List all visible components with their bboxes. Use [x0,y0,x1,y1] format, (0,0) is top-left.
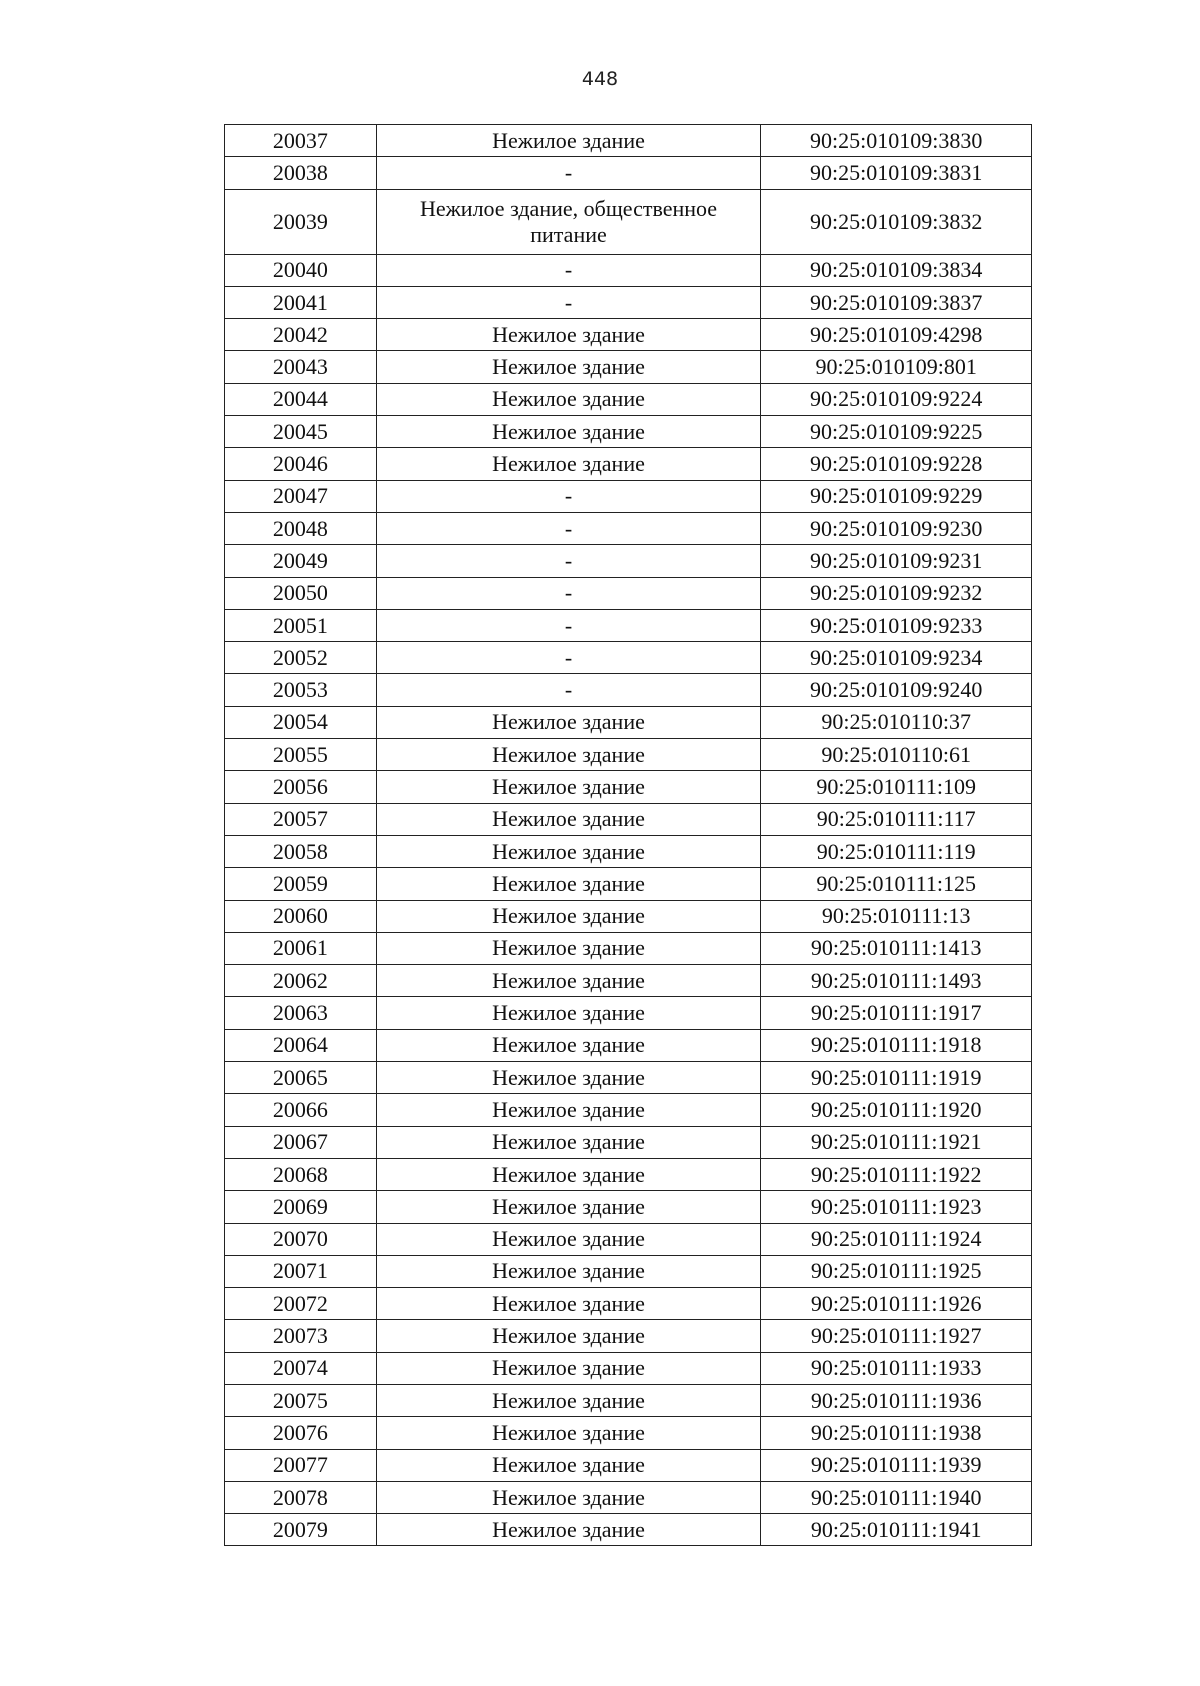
page-number: 448 [581,68,619,90]
row-number-cell: 20041 [225,286,377,318]
object-name-cell: Нежилое здание [376,319,761,351]
row-number-cell: 20045 [225,416,377,448]
object-name-cell: Нежилое здание [376,1384,761,1416]
row-number-cell: 20072 [225,1288,377,1320]
table-row [225,706,1032,738]
table-row [225,997,1032,1029]
table-row [225,1514,1032,1546]
row-number-cell: 20070 [225,1223,377,1255]
cadastral-number-cell: 90:25:010109:3832 [761,189,1032,254]
table-row [225,674,1032,706]
cadastral-number-cell: 90:25:010111:1939 [761,1449,1032,1481]
table-row [225,286,1032,318]
cadastral-number-cell: 90:25:010109:3830 [761,125,1032,157]
table-row [225,932,1032,964]
object-name-cell: Нежилое здание [376,1223,761,1255]
row-number-cell: 20039 [225,189,377,254]
row-number-cell: 20068 [225,1158,377,1190]
table-row [225,1191,1032,1223]
object-name-cell: Нежилое здание [376,997,761,1029]
table-row [225,1158,1032,1190]
table-row [225,1094,1032,1126]
row-number-cell: 20055 [225,739,377,771]
cadastral-number-cell: 90:25:010111:1933 [761,1352,1032,1384]
object-name-cell: Нежилое здание [376,351,761,383]
row-number-cell: 20064 [225,1029,377,1061]
cadastral-number-cell: 90:25:010111:1925 [761,1255,1032,1287]
row-number-cell: 20079 [225,1514,377,1546]
table-body [225,125,1032,1546]
table-row [225,803,1032,835]
object-name-cell: Нежилое здание [376,1062,761,1094]
table-row [225,739,1032,771]
object-name-cell: Нежилое здание [376,1514,761,1546]
object-name-cell: Нежилое здание [376,900,761,932]
row-number-cell: 20067 [225,1126,377,1158]
cadastral-number-cell: 90:25:010111:1918 [761,1029,1032,1061]
row-number-cell: 20052 [225,642,377,674]
table-row [225,448,1032,480]
row-number-cell: 20054 [225,706,377,738]
table-row [225,351,1032,383]
row-number-cell: 20069 [225,1191,377,1223]
table-row [225,1352,1032,1384]
object-name-cell: - [376,512,761,544]
cadastral-number-cell: 90:25:010111:1919 [761,1062,1032,1094]
row-number-cell: 20049 [225,545,377,577]
object-name-cell: Нежилое здание [376,1417,761,1449]
object-name-cell: Нежилое здание [376,416,761,448]
table-row [225,1223,1032,1255]
row-number-cell: 20042 [225,319,377,351]
object-name-cell: Нежилое здание [376,932,761,964]
table-row [225,642,1032,674]
table-row [225,1449,1032,1481]
cadastral-number-cell: 90:25:010109:9234 [761,642,1032,674]
row-number-cell: 20043 [225,351,377,383]
cadastral-number-cell: 90:25:010109:9224 [761,383,1032,415]
row-number-cell: 20051 [225,609,377,641]
table-row [225,1062,1032,1094]
cadastral-number-cell: 90:25:010111:1493 [761,965,1032,997]
table-row [225,1417,1032,1449]
row-number-cell: 20073 [225,1320,377,1352]
table-row [225,577,1032,609]
object-name-cell: - [376,642,761,674]
object-name-cell: Нежилое здание [376,868,761,900]
table-row [225,1126,1032,1158]
table-row [225,868,1032,900]
object-name-cell: Нежилое здание [376,1158,761,1190]
cadastral-number-cell: 90:25:010109:3834 [761,254,1032,286]
object-name-cell: - [376,609,761,641]
cadastral-number-cell: 90:25:010109:9225 [761,416,1032,448]
table-row [225,125,1032,157]
object-name-cell: Нежилое здание [376,965,761,997]
cadastral-number-cell: 90:25:010109:4298 [761,319,1032,351]
cadastral-number-cell: 90:25:010110:61 [761,739,1032,771]
table-row [225,835,1032,867]
object-name-cell: Нежилое здание [376,803,761,835]
cadastral-number-cell: 90:25:010111:125 [761,868,1032,900]
cadastral-number-cell: 90:25:010111:1920 [761,1094,1032,1126]
cadastral-number-cell: 90:25:010111:1936 [761,1384,1032,1416]
object-name-cell: Нежилое здание [376,1029,761,1061]
cadastral-number-cell: 90:25:010111:1940 [761,1481,1032,1513]
cadastral-number-cell: 90:25:010111:1924 [761,1223,1032,1255]
table-row [225,1288,1032,1320]
row-number-cell: 20076 [225,1417,377,1449]
table-row [225,416,1032,448]
cadastral-number-cell: 90:25:010111:13 [761,900,1032,932]
table-row [225,383,1032,415]
object-name-cell: Нежилое здание [376,1191,761,1223]
cadastral-number-cell: 90:25:010109:3831 [761,157,1032,189]
row-number-cell: 20066 [225,1094,377,1126]
object-name-cell: Нежилое здание [376,383,761,415]
table-row [225,254,1032,286]
table-row [225,157,1032,189]
row-number-cell: 20059 [225,868,377,900]
cadastral-number-cell: 90:25:010109:9233 [761,609,1032,641]
cadastral-number-cell: 90:25:010111:1413 [761,932,1032,964]
row-number-cell: 20063 [225,997,377,1029]
object-name-cell: Нежилое здание [376,1352,761,1384]
object-name-cell: Нежилое здание [376,1449,761,1481]
object-name-cell: - [376,254,761,286]
cadastral-number-cell: 90:25:010111:1922 [761,1158,1032,1190]
object-name-cell: Нежилое здание [376,1320,761,1352]
row-number-cell: 20050 [225,577,377,609]
cadastral-number-cell: 90:25:010111:1917 [761,997,1032,1029]
cadastral-number-cell: 90:25:010111:119 [761,835,1032,867]
object-name-cell: Нежилое здание [376,1094,761,1126]
row-number-cell: 20044 [225,383,377,415]
object-name-cell: - [376,577,761,609]
row-number-cell: 20058 [225,835,377,867]
cadastral-number-cell: 90:25:010111:109 [761,771,1032,803]
table-row [225,1255,1032,1287]
row-number-cell: 20071 [225,1255,377,1287]
cadastral-number-cell: 90:25:010109:9240 [761,674,1032,706]
cadastral-number-cell: 90:25:010111:1927 [761,1320,1032,1352]
object-name-cell: Нежилое здание [376,771,761,803]
object-name-cell: Нежилое здание [376,1126,761,1158]
cadastral-number-cell: 90:25:010111:1938 [761,1417,1032,1449]
object-name-cell: Нежилое здание, общественное питание [376,189,761,254]
table-row [225,480,1032,512]
row-number-cell: 20065 [225,1062,377,1094]
table-row [225,512,1032,544]
cadastral-number-cell: 90:25:010111:1921 [761,1126,1032,1158]
row-number-cell: 20078 [225,1481,377,1513]
cadastral-number-cell: 90:25:010109:3837 [761,286,1032,318]
cadastral-number-cell: 90:25:010111:1941 [761,1514,1032,1546]
cadastral-number-cell: 90:25:010109:9228 [761,448,1032,480]
row-number-cell: 20057 [225,803,377,835]
object-name-cell: - [376,545,761,577]
object-name-cell: Нежилое здание [376,125,761,157]
row-number-cell: 20047 [225,480,377,512]
row-number-cell: 20061 [225,932,377,964]
cadastral-number-cell: 90:25:010109:9231 [761,545,1032,577]
table-row [225,1481,1032,1513]
row-number-cell: 20053 [225,674,377,706]
object-name-cell: Нежилое здание [376,448,761,480]
table-row [225,1384,1032,1416]
cadastral-number-cell: 90:25:010109:9232 [761,577,1032,609]
cadastral-number-cell: 90:25:010111:1923 [761,1191,1032,1223]
object-name-cell: Нежилое здание [376,835,761,867]
object-name-cell: Нежилое здание [376,706,761,738]
object-name-cell: - [376,674,761,706]
row-number-cell: 20040 [225,254,377,286]
cadastral-number-cell: 90:25:010111:1926 [761,1288,1032,1320]
property-table [224,124,1032,1546]
object-name-cell: - [376,480,761,512]
table-row [225,189,1032,254]
row-number-cell: 20074 [225,1352,377,1384]
table-row [225,965,1032,997]
row-number-cell: 20046 [225,448,377,480]
table-row [225,1029,1032,1061]
row-number-cell: 20062 [225,965,377,997]
object-name-cell: Нежилое здание [376,739,761,771]
cadastral-number-cell: 90:25:010109:9229 [761,480,1032,512]
row-number-cell: 20037 [225,125,377,157]
row-number-cell: 20077 [225,1449,377,1481]
table-row [225,900,1032,932]
table-row [225,1320,1032,1352]
table-row [225,771,1032,803]
cadastral-number-cell: 90:25:010109:9230 [761,512,1032,544]
row-number-cell: 20038 [225,157,377,189]
object-name-cell: - [376,157,761,189]
table-row [225,609,1032,641]
object-name-cell: Нежилое здание [376,1288,761,1320]
cadastral-number-cell: 90:25:010111:117 [761,803,1032,835]
row-number-cell: 20075 [225,1384,377,1416]
table-row [225,319,1032,351]
row-number-cell: 20060 [225,900,377,932]
cadastral-number-cell: 90:25:010109:801 [761,351,1032,383]
object-name-cell: - [376,286,761,318]
cadastral-number-cell: 90:25:010110:37 [761,706,1032,738]
object-name-cell: Нежилое здание [376,1255,761,1287]
row-number-cell: 20056 [225,771,377,803]
object-name-cell: Нежилое здание [376,1481,761,1513]
row-number-cell: 20048 [225,512,377,544]
table-row [225,545,1032,577]
